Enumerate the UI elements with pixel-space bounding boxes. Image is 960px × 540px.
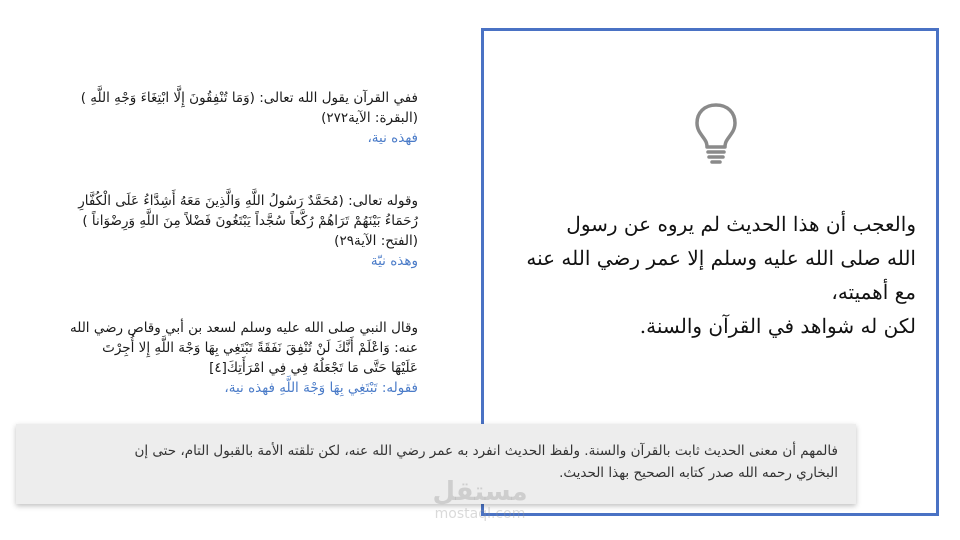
verse-text: ففي القرآن يقول الله تعالى: (وَمَا تُنْفِقُونَ إِلَّا ابْتِغَاءَ وَجْهِ اللَّهِ ) (80, 90, 418, 106)
card-line: مع أهميته، (831, 280, 916, 304)
note-line: فالمهم أن معنى الحديث ثابت بالقرآن والسنة. ولفظ الحديث انفرد به عمر رضي الله عنه، لكن تلقته الأمة بالقبول التام، حتى إن (134, 443, 838, 459)
hadith-note: فقوله: تَبْتَغِي بِهَا وَجْهَ اللَّهِ فهذه نية، (224, 380, 418, 396)
quran-verse-block-2 (18, 191, 418, 271)
note-line: البخاري رحمه الله صدر كتابه الصحيح بهذا الحديث. (559, 465, 838, 481)
verse-text: وقوله تعالى: (مُحَمَّدٌ رَسُولُ اللَّهِ وَالَّذِينَ مَعَهُ أَشِدَّاءُ عَلَى الْكُفَّارِ (78, 193, 418, 209)
verse-text-continued: رُحَمَاءُ بَيْنَهُمْ تَرَاهُمْ رُكَّعاً سُجَّداً يَبْتَغُونَ فَضْلاً مِنَ اللَّهِ وَرِضْوَاناً ) (82, 213, 418, 229)
card-line: والعجب أن هذا الحديث لم يروه عن رسول (566, 212, 916, 236)
verse-reference: (الفتح: الآية٢٩) (334, 233, 418, 249)
verse-note: فهذه نية، (367, 130, 418, 146)
card-line: الله صلى الله عليه وسلم إلا عمر رضي الله عنه (526, 246, 916, 270)
hadith-text-continued: عَلَيْهَا حَتَّى مَا تَجْعَلُهُ فِي فِي امْرَأَتِكَ[٤] (209, 360, 418, 376)
lightbulb-icon (692, 101, 740, 165)
watermark (410, 478, 550, 522)
hadith-intro: وقال النبي صلى الله عليه وسلم لسعد بن أبي وقاص رضي الله (69, 320, 418, 336)
hadith-block (18, 318, 418, 398)
verse-reference: (البقرة: الآية٢٧٢) (321, 110, 418, 126)
quran-verse-block-1 (18, 88, 418, 148)
card-text (504, 207, 916, 343)
hadith-text: عنه: وَاعْلَمْ أَنَّكَ لَنْ تُنْفِقَ نَفَقَةً تَبْتَغِي بِهَا وَجْهَ اللَّهِ إِلا أُجِرْتَ (102, 340, 418, 356)
card-line: لكن له شواهد في القرآن والسنة. (639, 314, 916, 338)
watermark-logo: مستقل (432, 477, 528, 507)
verse-note: وهذه نيّة (370, 253, 418, 269)
watermark-url: mostaql.com (434, 506, 526, 522)
